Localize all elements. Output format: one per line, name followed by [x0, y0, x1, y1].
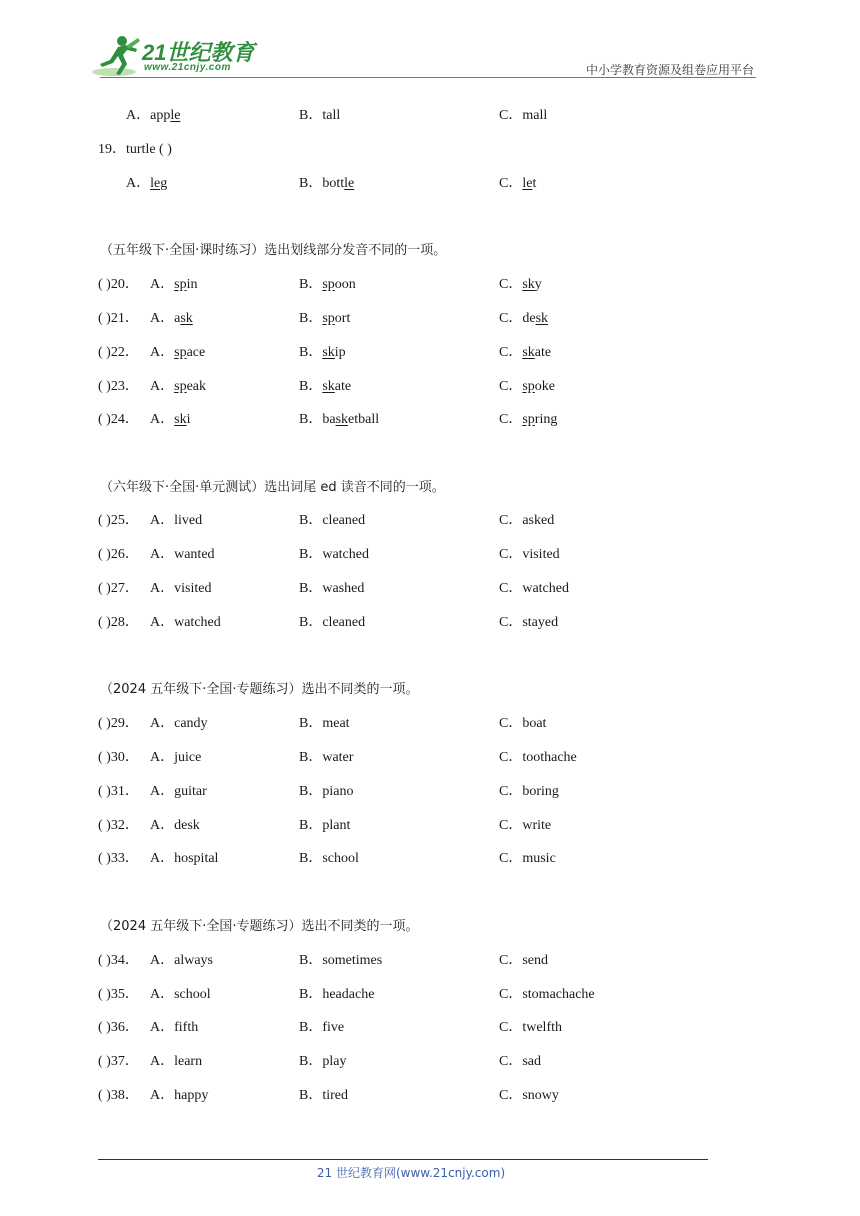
question-row — [0, 309, 860, 329]
option-a — [150, 377, 206, 397]
question-row — [0, 511, 860, 531]
option-label: B． — [299, 277, 323, 292]
option-c — [499, 275, 542, 295]
option-c: C．snowy — [499, 1088, 559, 1103]
logo-main-text: 21世纪教育 — [142, 40, 255, 65]
word-part: ort — [334, 311, 351, 326]
page-header — [0, 0, 860, 80]
option-label: A． — [150, 412, 175, 427]
question-row — [0, 1086, 860, 1106]
option-a: A．school — [150, 987, 211, 1002]
option-c — [499, 309, 548, 329]
option-b: B．school — [299, 851, 359, 866]
option-a: A．happy — [150, 1088, 209, 1103]
option-label: C． — [499, 277, 523, 292]
option-a: A．apple — [126, 108, 181, 123]
option-c: C．write — [499, 818, 552, 833]
question-row — [0, 1018, 860, 1038]
option-c — [499, 410, 557, 430]
footer-link[interactable]: 21 世纪教育网(www.21cnjy.com) — [316, 1166, 506, 1180]
word-part: in — [186, 277, 198, 292]
option-c: C．sad — [499, 1054, 541, 1069]
section-title: （2024 五年级下·全国·专题练习）选出不同类的一项。 — [100, 682, 419, 697]
word-part: i — [186, 412, 191, 427]
option-b: B．tall — [299, 108, 341, 123]
option-c: C．boring — [499, 784, 559, 799]
underlined-part: sk — [174, 412, 187, 427]
question-number: ( )33． — [98, 851, 139, 866]
underlined-part: sp — [174, 345, 187, 360]
option-c: C．mall — [499, 108, 548, 123]
question-number: ( )25． — [98, 513, 139, 528]
section-title: （2024 五年级下·全国·专题练习）选出不同类的一项。 — [100, 919, 419, 934]
question-number: ( )37． — [98, 1054, 139, 1069]
option-a: A．candy — [150, 716, 208, 731]
option-b: B．watched — [299, 547, 369, 562]
option-label: A． — [150, 311, 175, 326]
option-b — [299, 343, 346, 363]
option-c: C．music — [499, 851, 556, 866]
question-row — [0, 1052, 860, 1072]
option-a: A．lived — [150, 513, 203, 528]
option-label: B． — [299, 345, 323, 360]
question-number: ( )38． — [98, 1088, 139, 1103]
option-b: B．piano — [299, 784, 354, 799]
question-row — [0, 782, 860, 802]
word-part: oke — [534, 379, 556, 394]
question-row — [0, 343, 860, 363]
question-number: ( )22． — [98, 345, 139, 360]
question-row — [0, 545, 860, 565]
option-a: A．fifth — [150, 1020, 199, 1035]
question-row — [0, 275, 860, 295]
option-b: B．tired — [299, 1088, 348, 1103]
word-part: etball — [348, 412, 380, 427]
logo-sub-text: www.21cnjy.com — [144, 62, 231, 73]
option-a: A．visited — [150, 581, 212, 596]
word-part: de — [522, 311, 536, 326]
question-number: ( )29． — [98, 716, 139, 731]
question-number: ( )20． — [98, 277, 139, 292]
option-b — [299, 377, 351, 397]
option-c: C．visited — [499, 547, 560, 562]
section-title: （五年级下·全国·课时练习）选出划线部分发音不同的一项。 — [100, 243, 447, 258]
word-part: y — [534, 277, 542, 292]
option-a: A．learn — [150, 1054, 203, 1069]
option-label: A． — [150, 345, 175, 360]
word-part: ate — [534, 345, 552, 360]
question-19-options — [0, 174, 860, 194]
option-c — [499, 377, 555, 397]
underlined-part: sp — [174, 277, 187, 292]
option-a — [150, 410, 190, 430]
word-part: ip — [334, 345, 346, 360]
option-a: A．always — [150, 953, 213, 968]
option-b: B．five — [299, 1020, 345, 1035]
underlined-part: sk — [322, 345, 335, 360]
option-a: A．hospital — [150, 851, 219, 866]
option-label: B． — [299, 379, 323, 394]
option-b — [299, 309, 350, 329]
question-row — [0, 410, 860, 430]
option-b: B．cleaned — [299, 513, 366, 528]
question-18-options — [0, 106, 860, 126]
question-number: ( )30． — [98, 750, 139, 765]
question-number: ( )23． — [98, 379, 139, 394]
option-label: C． — [499, 379, 523, 394]
option-label: C． — [499, 345, 523, 360]
option-a: A．wanted — [150, 547, 215, 562]
option-b: B．meat — [299, 716, 350, 731]
question-number: ( )21． — [98, 311, 139, 326]
question-row — [0, 816, 860, 836]
question-number: ( )35． — [98, 987, 139, 1002]
question-number: ( )31． — [98, 784, 139, 799]
option-b: B．water — [299, 750, 354, 765]
question-number: ( )26． — [98, 547, 139, 562]
question-row — [0, 849, 860, 869]
question-number: ( )28． — [98, 615, 139, 630]
option-a — [150, 309, 193, 329]
option-c: C．watched — [499, 581, 569, 596]
underlined-part: sp — [522, 379, 535, 394]
word-part: ace — [186, 345, 206, 360]
word-part: oon — [334, 277, 356, 292]
option-b: B．washed — [299, 581, 365, 596]
option-label: A． — [150, 379, 175, 394]
question-row — [0, 985, 860, 1005]
header-divider — [100, 77, 756, 78]
option-c: C．boat — [499, 716, 547, 731]
option-b: B．play — [299, 1054, 347, 1069]
option-b: B．sometimes — [299, 953, 383, 968]
option-b: B．bottle — [299, 176, 355, 191]
question-number: ( )36． — [98, 1020, 139, 1035]
question-number: ( )24． — [98, 412, 139, 427]
question-number: ( )34． — [98, 953, 139, 968]
option-c: C．asked — [499, 513, 555, 528]
question-row — [0, 714, 860, 734]
option-a: A．watched — [150, 615, 221, 630]
option-label: B． — [299, 412, 323, 427]
option-label: C． — [499, 412, 523, 427]
word-part: eak — [186, 379, 207, 394]
option-label: C． — [499, 311, 523, 326]
question-row — [0, 748, 860, 768]
footer-divider — [98, 1159, 708, 1160]
word-part: ate — [334, 379, 352, 394]
word-part: ba — [322, 412, 336, 427]
option-c: C．toothache — [499, 750, 577, 765]
option-label: B． — [299, 311, 323, 326]
question-number: ( )27． — [98, 581, 139, 596]
option-c: C．let — [499, 176, 537, 191]
underlined-part: sk — [180, 311, 193, 326]
underlined-part: sp — [522, 412, 535, 427]
word-part: a — [174, 311, 181, 326]
question-row — [0, 579, 860, 599]
running-figure-icon — [92, 34, 144, 78]
underlined-part: sk — [322, 379, 335, 394]
question-number: ( )32． — [98, 818, 139, 833]
underlined-part: sp — [322, 277, 335, 292]
question-19-stem — [0, 140, 860, 160]
option-c: C．stomachache — [499, 987, 595, 1002]
option-b: B．headache — [299, 987, 375, 1002]
option-b — [299, 275, 356, 295]
underlined-part: sk — [522, 345, 535, 360]
question-row — [0, 613, 860, 633]
underlined-part: sk — [522, 277, 535, 292]
underlined-part: sp — [322, 311, 335, 326]
option-a — [150, 343, 205, 363]
option-b: B．plant — [299, 818, 351, 833]
header-platform-text: 中小学教育资源及组卷应用平台 — [585, 63, 754, 77]
question-row — [0, 377, 860, 397]
word-part: ring — [534, 412, 558, 427]
underlined-part: sp — [174, 379, 187, 394]
section-title: （六年级下·全国·单元测试）选出词尾 ed 读音不同的一项。 — [100, 480, 445, 495]
option-c — [499, 343, 551, 363]
option-a: A．juice — [150, 750, 202, 765]
option-c: C．send — [499, 953, 548, 968]
underlined-part: sk — [535, 311, 549, 326]
question-row — [0, 951, 860, 971]
site-logo[interactable] — [92, 34, 262, 80]
underlined-part: sk — [335, 412, 349, 427]
option-c: C．twelfth — [499, 1020, 562, 1035]
option-a: A．leg — [126, 176, 168, 191]
option-b: B．cleaned — [299, 615, 366, 630]
question-stem: 19．turtle ( ) — [98, 142, 172, 157]
option-b — [299, 410, 379, 430]
option-a: A．desk — [150, 818, 200, 833]
option-c: C．stayed — [499, 615, 559, 630]
option-label: A． — [150, 277, 175, 292]
option-a: A．guitar — [150, 784, 207, 799]
option-a — [150, 275, 197, 295]
